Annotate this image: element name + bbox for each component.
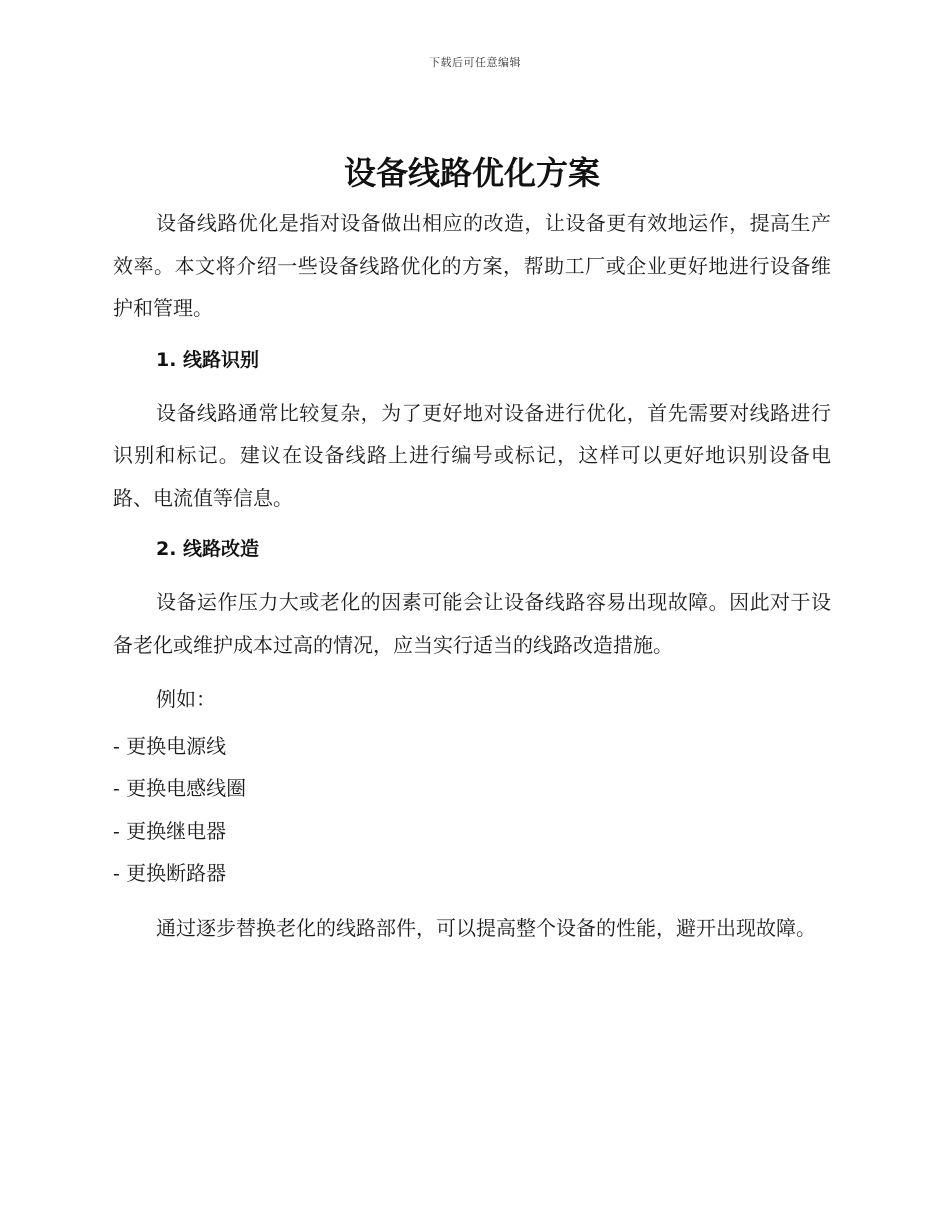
section-paragraph-line-identification: 设备线路通常比较复杂，为了更好地对设备进行优化，首先需要对线路进行识别和标记。建议在设备线路上进行编号或标记，这样可以更好地识别设备电路、电流值等信息。 [113, 400, 831, 510]
page-header: 下载后可任意编辑 [429, 56, 521, 69]
example-label: 例如： [156, 687, 216, 711]
replacement-list [113, 725, 831, 895]
section-heading-line-identification: 1. 线路识别 [156, 348, 260, 371]
document-title: 设备线路优化方案 [343, 154, 600, 192]
document-body [113, 150, 831, 961]
section-heading-line-modification: 2. 线路改造 [156, 538, 260, 560]
list-item: - 更换断路器 [113, 861, 227, 885]
list-item: - 更换继电器 [113, 818, 227, 843]
intro-paragraph: 设备线路优化是指对设备做出相应的改造，让设备更有效地运作，提高生产效率。本文将介绍一些设备线路优化的方案，帮助工厂或企业更好地进行设备维护和管理。 [113, 211, 831, 320]
closing-paragraph: 通过逐步替换老化的线路部件，可以提高整个设备的性能，避开出现故障。 [156, 915, 816, 940]
list-item: - 更换电源线 [113, 733, 227, 758]
list-item: - 更换电感线圈 [113, 776, 247, 800]
section-paragraph-line-modification: 设备运作压力大或老化的因素可能会让设备线路容易出现故障。因此对于设备老化或维护成本过高的情况，应当实行适当的线路改造措施。 [113, 590, 831, 657]
